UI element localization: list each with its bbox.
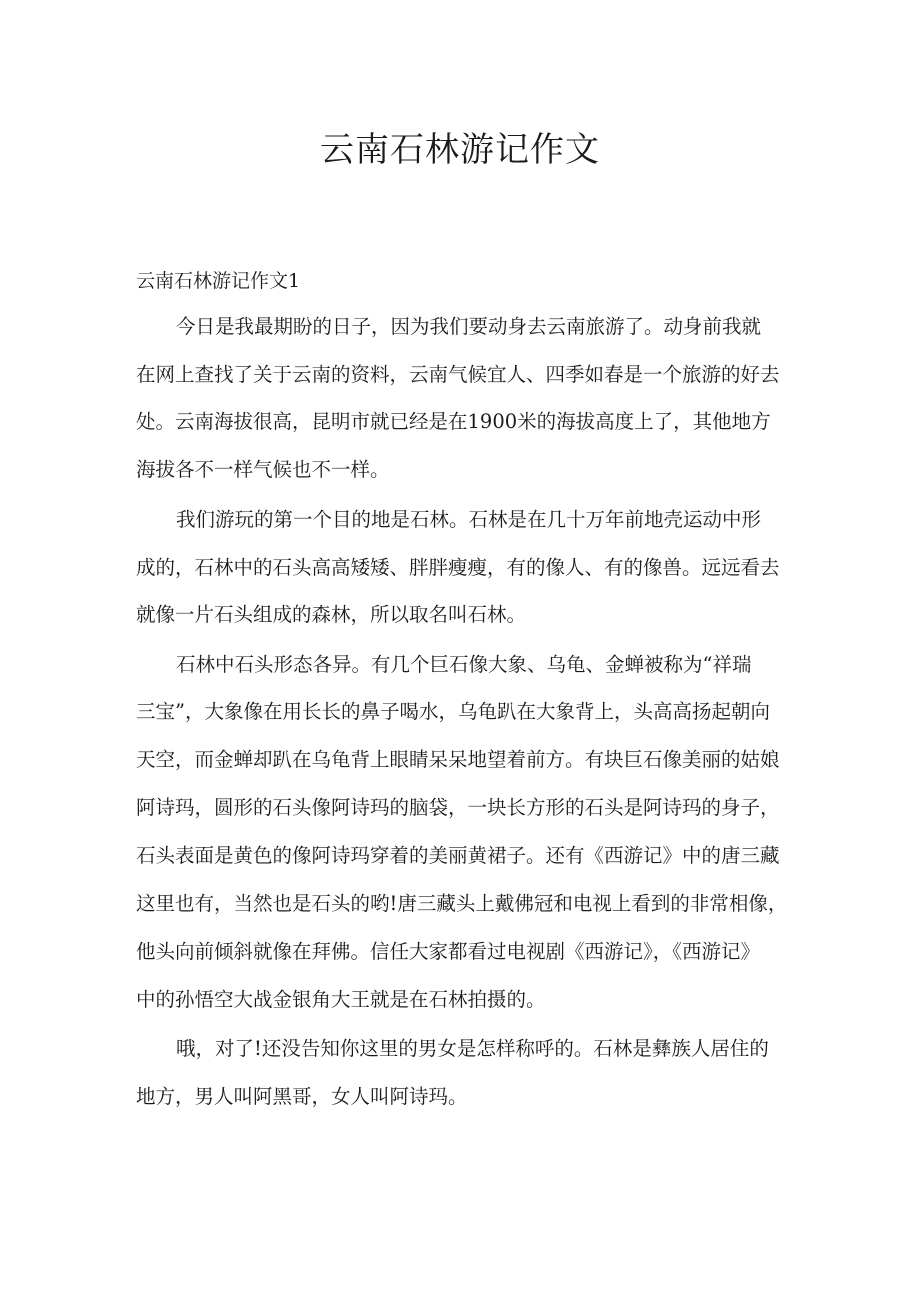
text-line: 天空，而金蝉却趴在乌龟背上眼睛呆呆地望着前方。有块巨石像美丽的姑娘 — [136, 748, 780, 771]
text-line: 处。云南海拔很高，昆明市就已经是在1900米的海拔高度上了，其他地方 — [136, 410, 771, 433]
text-line: 地方，男人叫阿黑哥，女人叫阿诗玛。 — [136, 1085, 468, 1108]
text-line: 我们游玩的第一个目的地是石林。石林是在几十万年前地壳运动中形 — [176, 508, 762, 531]
text-line: 今日是我最期盼的日子，因为我们要动身去云南旅游了。动身前我就 — [176, 315, 762, 338]
text-line: 海拔各不一样气候也不一样。 — [136, 458, 390, 481]
text-line: 就像一片石头组成的森林，所以取名叫石林。 — [136, 603, 527, 626]
text-line: 阿诗玛，圆形的石头像阿诗玛的脑袋，一块长方形的石头是阿诗玛的身子， — [136, 796, 780, 819]
text-line: 哦，对了!还没告知你这里的男女是怎样称呼的。石林是彝族人居住的 — [176, 1037, 769, 1060]
text-line: 三宝”，大象像在用长长的鼻子喝水，乌龟趴在大象背上，头高高扬起朝向 — [136, 700, 770, 723]
text-line: 中的孙悟空大战金银角大王就是在石林拍摄的。 — [136, 988, 546, 1011]
text-line: 成的，石林中的石头高高矮矮、胖胖瘦瘦，有的像人、有的像兽。远远看去 — [136, 556, 780, 579]
text-line: 他头向前倾斜就像在拜佛。信任大家都看过电视剧《西游记》，《西游记》 — [136, 940, 761, 963]
text-line: 这里也有，当然也是石头的哟!唐三藏头上戴佛冠和电视上看到的非常相像， — [136, 892, 788, 915]
text-line: 在网上查找了关于云南的资料，云南气候宜人、四季如春是一个旅游的好去 — [136, 363, 780, 386]
text-line: 石林中石头形态各异。有几个巨石像大象、乌龟、金蝉被称为“祥瑞 — [176, 653, 752, 676]
text-line: 石头表面是黄色的像阿诗玛穿着的美丽黄裙子。还有《西游记》中的唐三藏 — [136, 844, 780, 867]
document-title: 云南石林游记作文 — [320, 130, 600, 170]
section-heading: 云南石林游记作文1 — [136, 270, 301, 292]
